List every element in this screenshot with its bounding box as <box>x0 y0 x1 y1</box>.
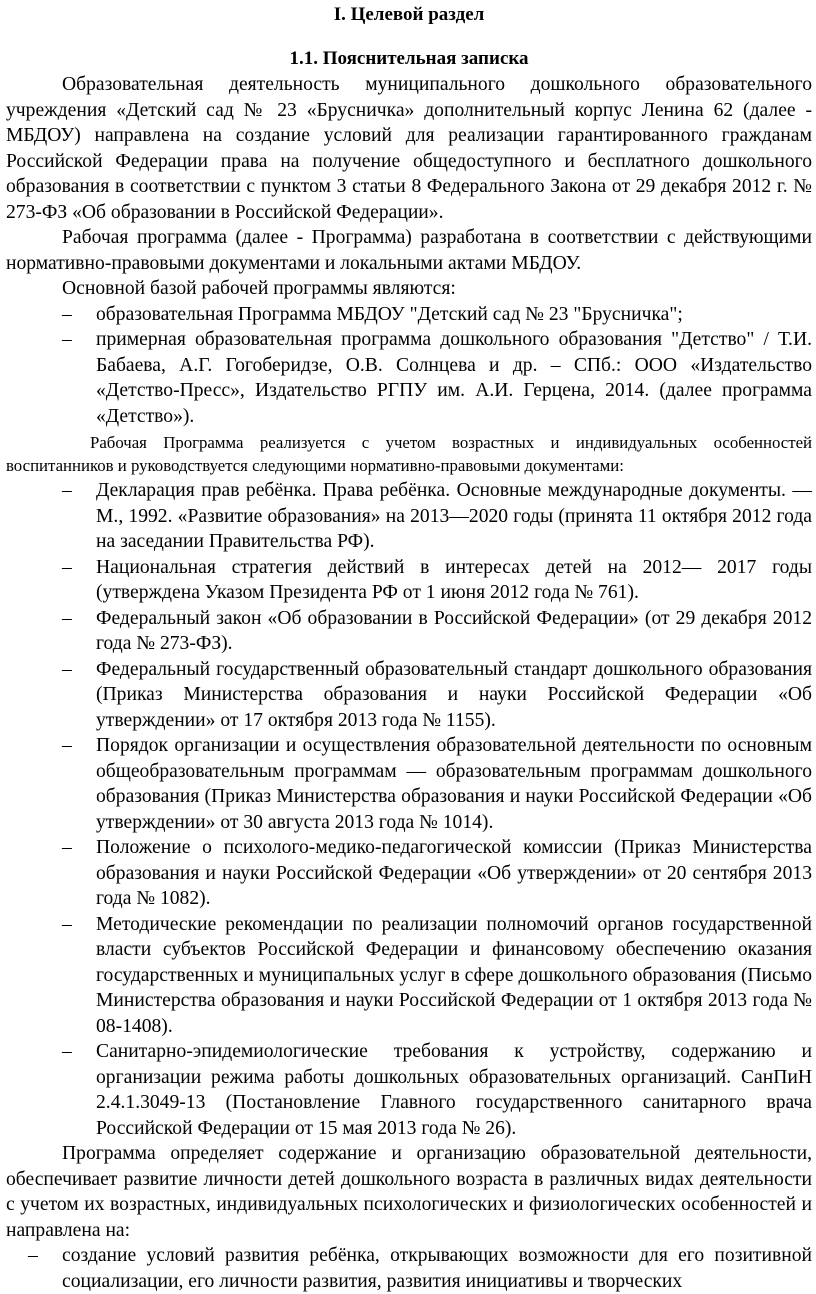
list-item: – создание условий развития ребёнка, открывающих возможности для его позитивной социализации, его личности развития, развития инициативы и творческих <box>28 1245 812 1292</box>
program-development-paragraph: Рабочая программа (далее - Программа) разработана в соответствии с действующими нормативно-правовыми документами и локальными актами МБДОУ. <box>6 227 812 274</box>
realization-paragraph: Рабочая Программа реализуется с учетом возрастных и индивидуальных особенностей воспитанников и руководствуется следующими нормативно-правовыми документами: <box>6 433 812 475</box>
dash-bullet: – <box>62 837 72 858</box>
dash-bullet: – <box>62 556 72 578</box>
list-item: – образовательная Программа МБДОУ "Детский сад № 23 "Брусничка"; <box>6 302 812 328</box>
intro-paragraph: Образовательная деятельность муниципального дошкольного образовательного учреждения «Детский сад № 23 «Брусничка» дополнительный корпус Ленина 62 (далее - МБДОУ) направлена на создание условий для реализации гарантированного гражданам Российской Федерации права на получение общедоступного и бесплатного дошкольного образования в соответствии с пунктом 3 статьи 8 Федерального Закона от 29 декабря 2012 г. № 273-ФЗ «Об образовании в Российской Федерации». <box>6 74 812 223</box>
list-item: – Санитарно-эпидемиологические требования к устройству, содержанию и организации режима работы дошкольных образовательных организаций. СанПиН 2.4.1.3049-13 (Постановление Главного государственного санитарного врача Российской Федерации от 15 мая 2013 года № 26). <box>62 1041 812 1139</box>
list-item: – Федеральный государственный образовательный стандарт дошкольного образования (Приказ Министерства образования и науки Российской Федерации «Об утверждении» от 17 октября 2013 года № 1155). <box>62 658 812 731</box>
dash-bullet: – <box>62 735 72 756</box>
subsection-title: 1.1. Пояснительная записка <box>289 48 529 69</box>
list-item: – Национальная стратегия действий в интересах детей на 2012— 2017 годы (утверждена Указом Президента РФ от 1 июня 2012 года № 761). <box>62 556 812 603</box>
list-item: – Методические рекомендации по реализации полномочий органов государственной власти субъектов Российской Федерации и финансовому обеспечению оказания государственных и муниципальных услуг в сфере дошкольного образования (Письмо Министерства образования и науки Российской Федерации от 1 октября 2013 года № 08-1408). <box>62 913 812 1037</box>
list-item: – Положение о психолого-медико-педагогической комиссии (Приказ Министерства образования и науки Российской Федерации «Об утверждении» от 20 сентября 2013 года № 1082). <box>62 837 812 909</box>
list-item: – примерная образовательная программа дошкольного образования "Детство" / Т.И. Бабаева, А.Г. Гогоберидзе, О.В. Солнцева и др. – СПб.: ООО «Издательство «Детство-Пресс», Издательство РГПУ им. А.И. Герцена, 2014. (далее программа «Детство»). <box>62 329 812 427</box>
dash-bullet: – <box>62 913 72 935</box>
section-title: I. Целевой раздел <box>333 4 485 25</box>
basis-list <box>6 302 812 430</box>
dash-bullet: – <box>62 303 72 325</box>
dash-bullet: – <box>62 1041 72 1062</box>
dash-bullet: – <box>62 607 72 629</box>
basis-intro-paragraph: Основной базой рабочей программы являются: <box>62 278 456 299</box>
dash-bullet: – <box>62 658 72 680</box>
dash-bullet: – <box>62 329 72 350</box>
list-item: – Декларация прав ребёнка. Права ребёнка. Основные международные документы. — М., 1992. «Развитие образования» на 2013—2020 годы (принята 11 октября 2012 года на заседании Правительства РФ). <box>62 480 812 552</box>
list-item: – Порядок организации и осуществления образовательной деятельности по основным общеобразовательным программам — образовательным программам дошкольного образования (Приказ Министерства образования и науки Российской Федерации «Об утверждении» от 30 августа 2013 года № 1014). <box>62 735 812 833</box>
dash-bullet: – <box>62 480 72 501</box>
dash-bullet: – <box>28 1245 38 1266</box>
list-item: – Федеральный закон «Об образовании в Российской Федерации» (от 29 декабря 2012 года № 273-ФЗ). <box>62 607 812 654</box>
aim-list <box>6 1243 812 1294</box>
document-page <box>0 2 816 1292</box>
program-defines-paragraph: Программа определяет содержание и организацию образовательной деятельности, обеспечивает развитие личности детей дошкольного возраста в различных видах деятельности с учетом их возрастных, индивидуальных психологических и физиологических особенностей и направлена на: <box>6 1143 812 1241</box>
regulatory-list <box>6 478 812 1141</box>
